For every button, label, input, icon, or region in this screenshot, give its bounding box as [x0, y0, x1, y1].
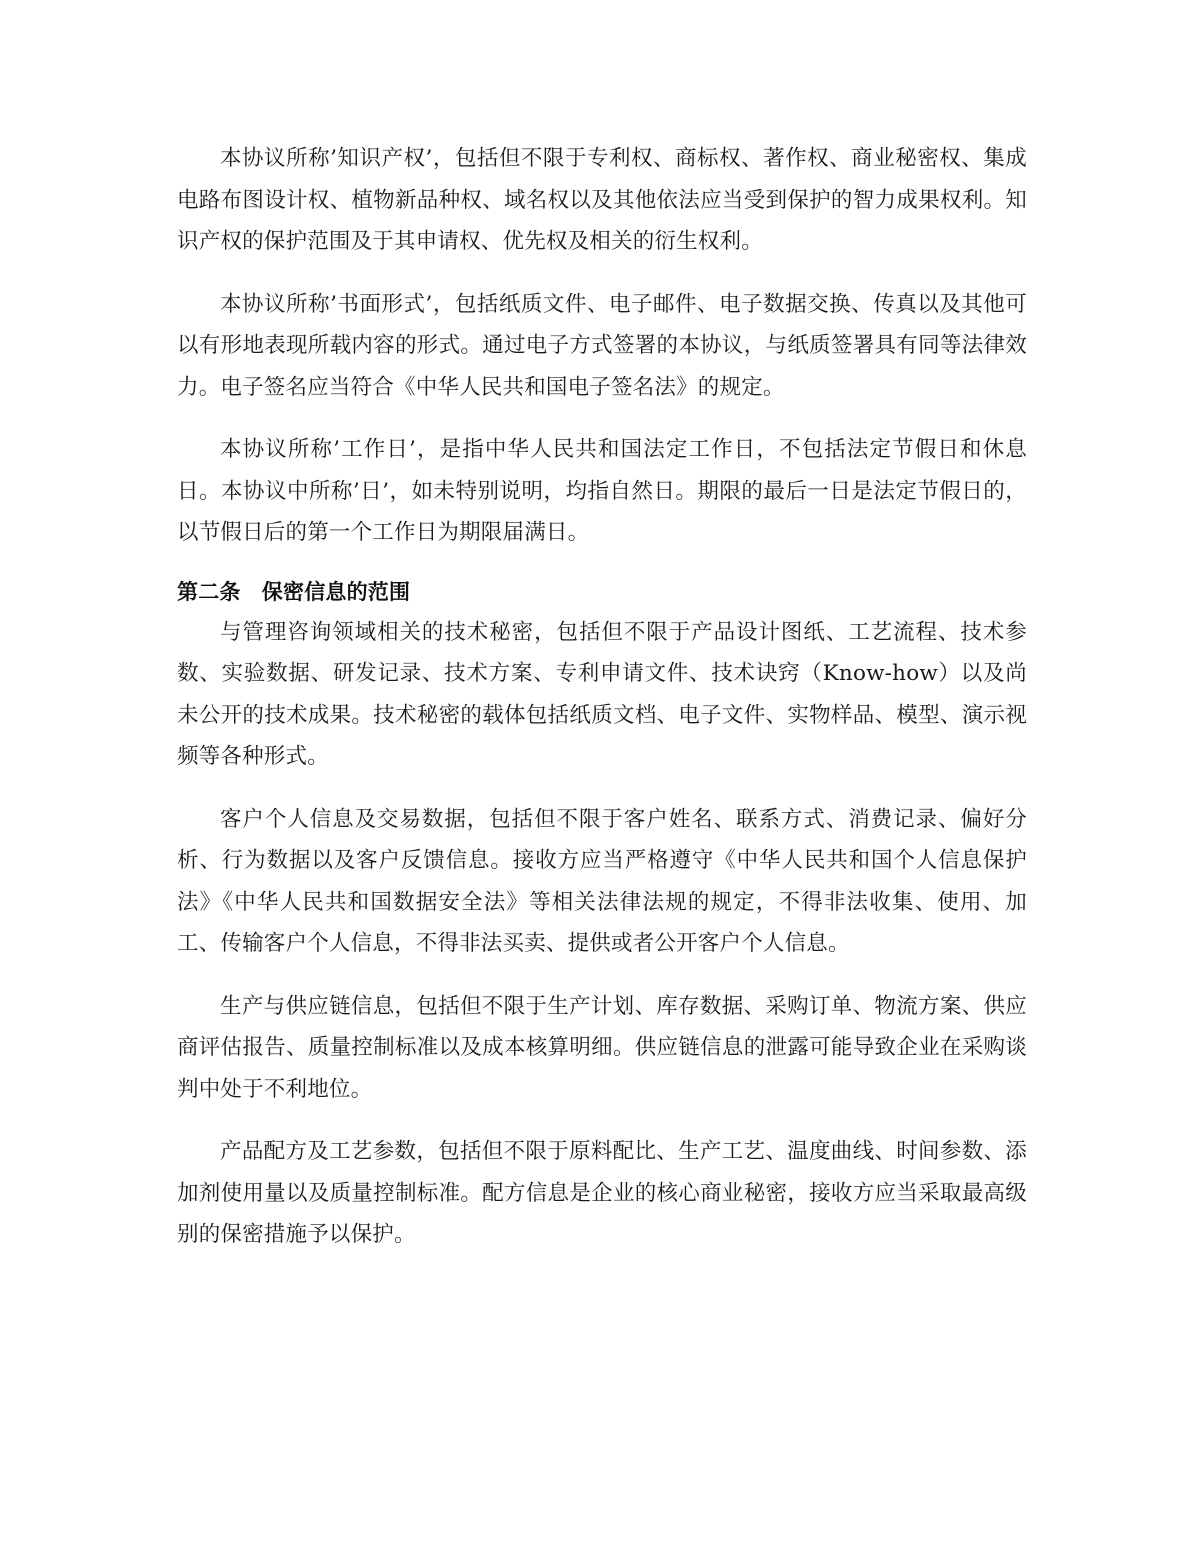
paragraph-customer-personal-information: 客户个人信息及交易数据，包括但不限于客户姓名、联系方式、消费记录、偏好分析、行为数据以及客户反馈信息。接收方应当严格遵守《中华人民共和国个人信息保护法》《中华人民共和国数据安全法》等相关法律法规的规定，不得非法收集、使用、加工、传输客户个人信息，不得非法买卖、提供或者公开客户个人信息。: [177, 806, 1027, 956]
section-heading-article-two: 第二条 保密信息的范围: [177, 579, 411, 604]
paragraph-technical-secrets: 与管理咨询领域相关的技术秘密，包括但不限于产品设计图纸、工艺流程、技术参数、实验数据、研发记录、技术方案、专利申请文件、技术诀窍（Know-how）以及尚未公开的技术成果。技术秘密的载体包括纸质文档、电子文件、实物样品、模型、演示视频等各种形式。: [177, 619, 1027, 769]
paragraph-product-formula: 产品配方及工艺参数，包括但不限于原料配比、生产工艺、温度曲线、时间参数、添加剂使用量以及质量控制标准。配方信息是企业的核心商业秘密，接收方应当采取最高级别的保密措施予以保护。: [177, 1139, 1027, 1247]
paragraph-intellectual-property-definition: 本协议所称’知识产权’，包括但不限于专利权、商标权、著作权、商业秘密权、集成电路布图设计权、植物新品种权、域名权以及其他依法应当受到保护的智力成果权利。知识产权的保护范围及于其申请权、优先权及相关的衍生权利。: [177, 146, 1027, 254]
document-body: [177, 138, 1027, 1277]
paragraph-written-form-definition: 本协议所称’书面形式’，包括纸质文件、电子邮件、电子数据交换、传真以及其他可以有形地表现所载内容的形式。通过电子方式签署的本协议，与纸质签署具有同等法律效力。电子签名应当符合《中华人民共和国电子签名法》的规定。: [177, 291, 1027, 400]
paragraph-supply-chain-information: 生产与供应链信息，包括但不限于生产计划、库存数据、采购订单、物流方案、供应商评估报告、质量控制标准以及成本核算明细。供应链信息的泄露可能导致企业在采购谈判中处于不利地位。: [177, 993, 1027, 1102]
paragraph-working-day-definition: 本协议所称’工作日’，是指中华人民共和国法定工作日，不包括法定节假日和休息日。本协议中所称’日’，如未特别说明，均指自然日。期限的最后一日是法定节假日的，以节假日后的第一个工作日为期限届满日。: [177, 437, 1027, 545]
